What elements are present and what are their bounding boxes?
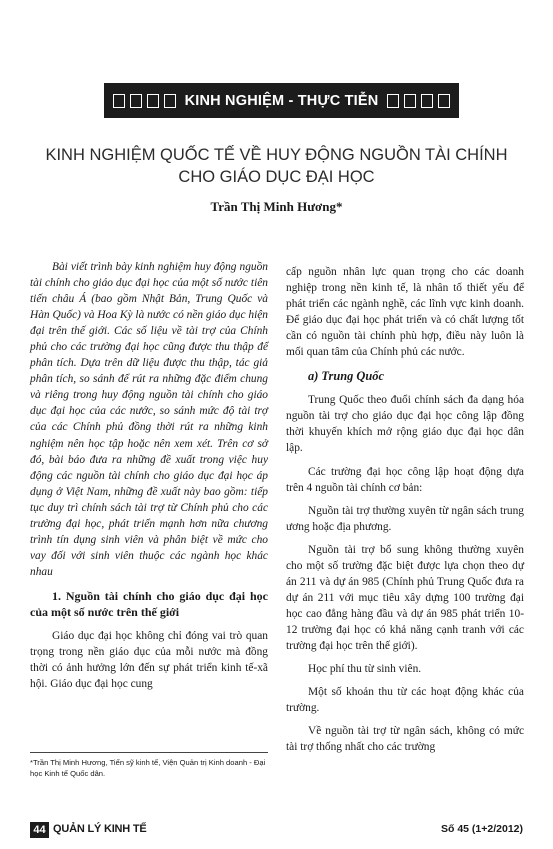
paragraph: Nguồn tài trợ bổ sung không thường xuyên cho một số trường đặc biệt được lựa chọn theo dự án 211 và dự án 985 (Chính phủ Trung Quốc đưa ra dự án 211 với mục tiêu xây dựng 100 trường đại học cao đẳng hàng đầu và dự án 985 phát triển 10-12 trường đại học có khả năng cạnh tranh với các trường đại học trên thế giới).	[286, 543, 524, 652]
paragraph: Học phí thu từ sinh viên.	[308, 663, 422, 676]
page-number: 44	[30, 822, 49, 838]
square-icon	[404, 94, 416, 108]
left-column	[30, 259, 268, 692]
title-line-1: KINH NGHIỆM QUỐC TẾ VỀ HUY ĐỘNG NGUỒN TÀI CHÍNH	[45, 146, 508, 164]
subheading: a) Trung Quốc	[308, 369, 384, 384]
paragraph: Giáo dục đại học không chỉ đóng vai trò quan trọng trong nền giáo dục của mỗi nước mà đồng thời có ảnh hưởng lớn đến sự phát triển kinh tế-xã hội. Giáo dục đại học cung	[30, 629, 268, 691]
square-icon	[164, 94, 176, 108]
paragraph: Trung Quốc theo đuổi chính sách đa dạng hóa nguồn tài trợ cho giáo dục đại học công lập đồng thời khuyến khích mở rộng giáo dục đại học dân lập.	[286, 394, 524, 455]
paragraph: Nguồn tài trợ thường xuyên từ ngân sách trung ương hoặc địa phương.	[286, 504, 524, 533]
square-icon	[387, 94, 399, 108]
footnote: *Trần Thị Minh Hương, Tiến sỹ kinh tế, Viện Quản trị Kinh doanh - Đại học Kinh tế Quốc dân.	[30, 752, 268, 779]
section-banner	[104, 83, 459, 118]
square-icon	[147, 94, 159, 108]
author-name: Trần Thị Minh Hương*	[210, 199, 343, 214]
paragraph: Các trường đại học công lập hoạt động dựa trên 4 nguồn tài chính cơ bản:	[286, 465, 524, 494]
paragraph: Về nguồn tài trợ từ ngân sách, không có mức tài trợ thống nhất cho các trường	[286, 725, 524, 754]
paragraph: cấp nguồn nhân lực quan trọng cho các doanh nghiệp trong nền kinh tế, là nhân tố thiết yếu để phát triển các ngành nghề, các lĩnh vực kinh doanh. Để giáo dục đại học phát triển và có chất lượng tốt cần có nguồn tài chính phù hợp, điều này luôn là mối quan tâm của Chính phủ các nước.	[286, 266, 524, 359]
square-icon	[113, 94, 125, 108]
page-footer	[30, 822, 523, 838]
issue-number: Số 45 (1+2/2012)	[440, 823, 523, 835]
abstract: Bài viết trình bày kinh nghiệm huy động nguồn tài chính cho giáo dục đại học của một số nước tiên tiến châu Á (bao gồm Nhật Bản, Trung Quốc và Hàn Quốc) và Hoa Kỳ là nước có nền giáo dục hiện đại trên thế giới. Các số liệu về tài trợ của Chính phủ cho các trường đại học cũng được thu thập để phân tích. Dựa trên dữ liệu được thu thập, tác giả phân tích, so sánh để rút ra những đặc điểm chung và riêng trong huy động nguồn tài chính cho giáo dục đại học của các nước, so sánh mức độ tài trợ của các Chính phủ đồng thời rút ra những kinh nghiệm nên học tập hoặc nên xem xét. Trên cơ sở đó, bài báo đưa ra những đề xuất trong việc huy động các nguồn tài chính cho giáo dục đại học áp dụng ở Việt Nam, những đề xuất này bao gồm: tiếp tục duy trì chính sách tài trợ từ Chính phủ cho các trường đại học, phát triển mạnh hơn nữa chương trình tín dụng sinh viên và phân biệt về mức cho vay đối với sinh viên thuộc các ngành học khác nhau	[30, 261, 268, 578]
right-column	[286, 264, 524, 755]
square-icon	[438, 94, 450, 108]
title-line-2: CHO GIÁO DỤC ĐẠI HỌC	[178, 168, 375, 186]
square-icon	[130, 94, 142, 108]
paragraph: Một số khoản thu từ các hoạt động khác của trường.	[286, 686, 524, 715]
magazine-name: QUẢN LÝ KINH TẾ	[53, 823, 147, 835]
article-title	[30, 144, 523, 188]
section-heading: 1. Nguồn tài chính cho giáo dục đại học của một số nước trên thế giới	[30, 588, 268, 620]
square-icon	[421, 94, 433, 108]
banner-text: KINH NGHIỆM - THỰC TIỄN	[184, 92, 379, 109]
